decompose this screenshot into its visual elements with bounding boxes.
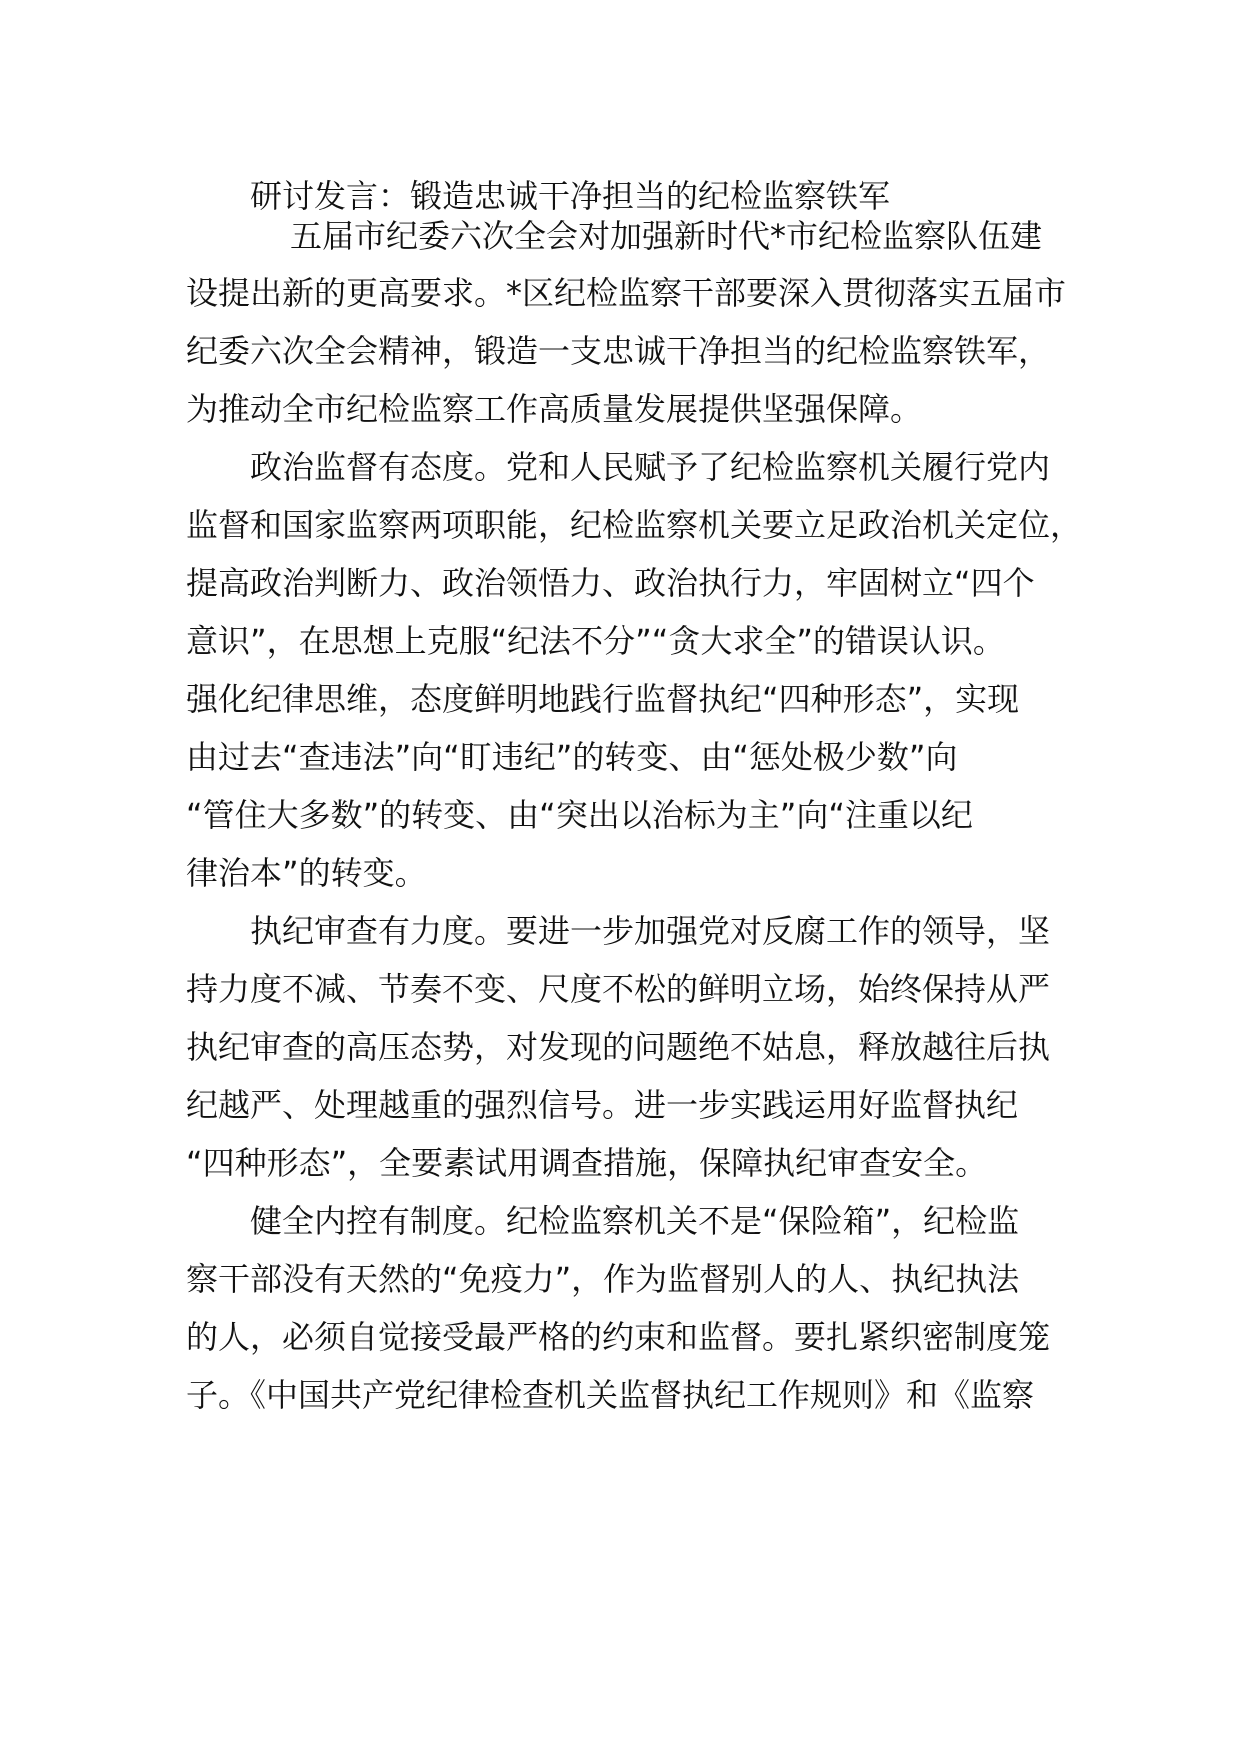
text-line: 五届市纪委六次全会对加强新时代*市纪检监察队伍建 bbox=[290, 217, 1043, 255]
text-line: 为推动全市纪检监察工作高质量发展提供坚强保障。 bbox=[186, 390, 923, 428]
text-line: 律治本”的转变。 bbox=[186, 854, 427, 892]
text-line: 由过去“查违法”向“盯违纪”的转变、由“惩处极少数”向 bbox=[186, 738, 958, 776]
text-line: 强化纪律思维，态度鲜明地践行监督执纪“四种形态”，实现 bbox=[186, 680, 1020, 718]
text-line: 子。《中国共产党纪律检查机关监督执纪工作规则》和《监察 bbox=[186, 1376, 1035, 1414]
document-title: 研讨发言：锻造忠诚干净担当的纪检监察铁军 bbox=[250, 177, 891, 215]
text-line: 纪越严、处理越重的强烈信号。进一步实践运用好监督执纪 bbox=[186, 1086, 1019, 1124]
text-line: 意识”，在思想上克服“纪法不分”“贪大求全”的错误认识。 bbox=[186, 622, 1005, 660]
text-line: 监督和国家监察两项职能，纪检监察机关要立足政治机关定位， bbox=[186, 506, 1083, 544]
text-line: 持力度不减、节奏不变、尺度不松的鲜明立场，始终保持从严 bbox=[186, 970, 1051, 1008]
text-line: 执纪审查有力度。要进一步加强党对反腐工作的领导，坚 bbox=[250, 912, 1051, 950]
text-line: “四种形态”，全要素试用调查措施，保障执纪审查安全。 bbox=[186, 1144, 988, 1182]
text-line: 的人，必须自觉接受最严格的约束和监督。要扎紧织密制度笼 bbox=[186, 1318, 1051, 1356]
text-line: 设提出新的更高要求。*区纪检监察干部要深入贯彻落实五届市 bbox=[186, 274, 1067, 312]
text-line: 纪委六次全会精神，锻造一支忠诚干净担当的纪检监察铁军， bbox=[186, 332, 1051, 370]
text-line: “管住大多数”的转变、由“突出以治标为主”向“注重以纪 bbox=[186, 796, 973, 834]
text-line: 政治监督有态度。党和人民赋予了纪检监察机关履行党内 bbox=[250, 448, 1051, 486]
text-line: 提高政治判断力、政治领悟力、政治执行力，牢固树立“四个 bbox=[186, 564, 1035, 602]
text-line: 执纪审查的高压态势，对发现的问题绝不姑息，释放越往后执 bbox=[186, 1028, 1051, 1066]
text-line: 健全内控有制度。纪检监察机关不是“保险箱”，纪检监 bbox=[250, 1202, 1020, 1240]
text-line: 察干部没有天然的“免疫力”，作为监督别人的人、执纪执法 bbox=[186, 1260, 1020, 1298]
